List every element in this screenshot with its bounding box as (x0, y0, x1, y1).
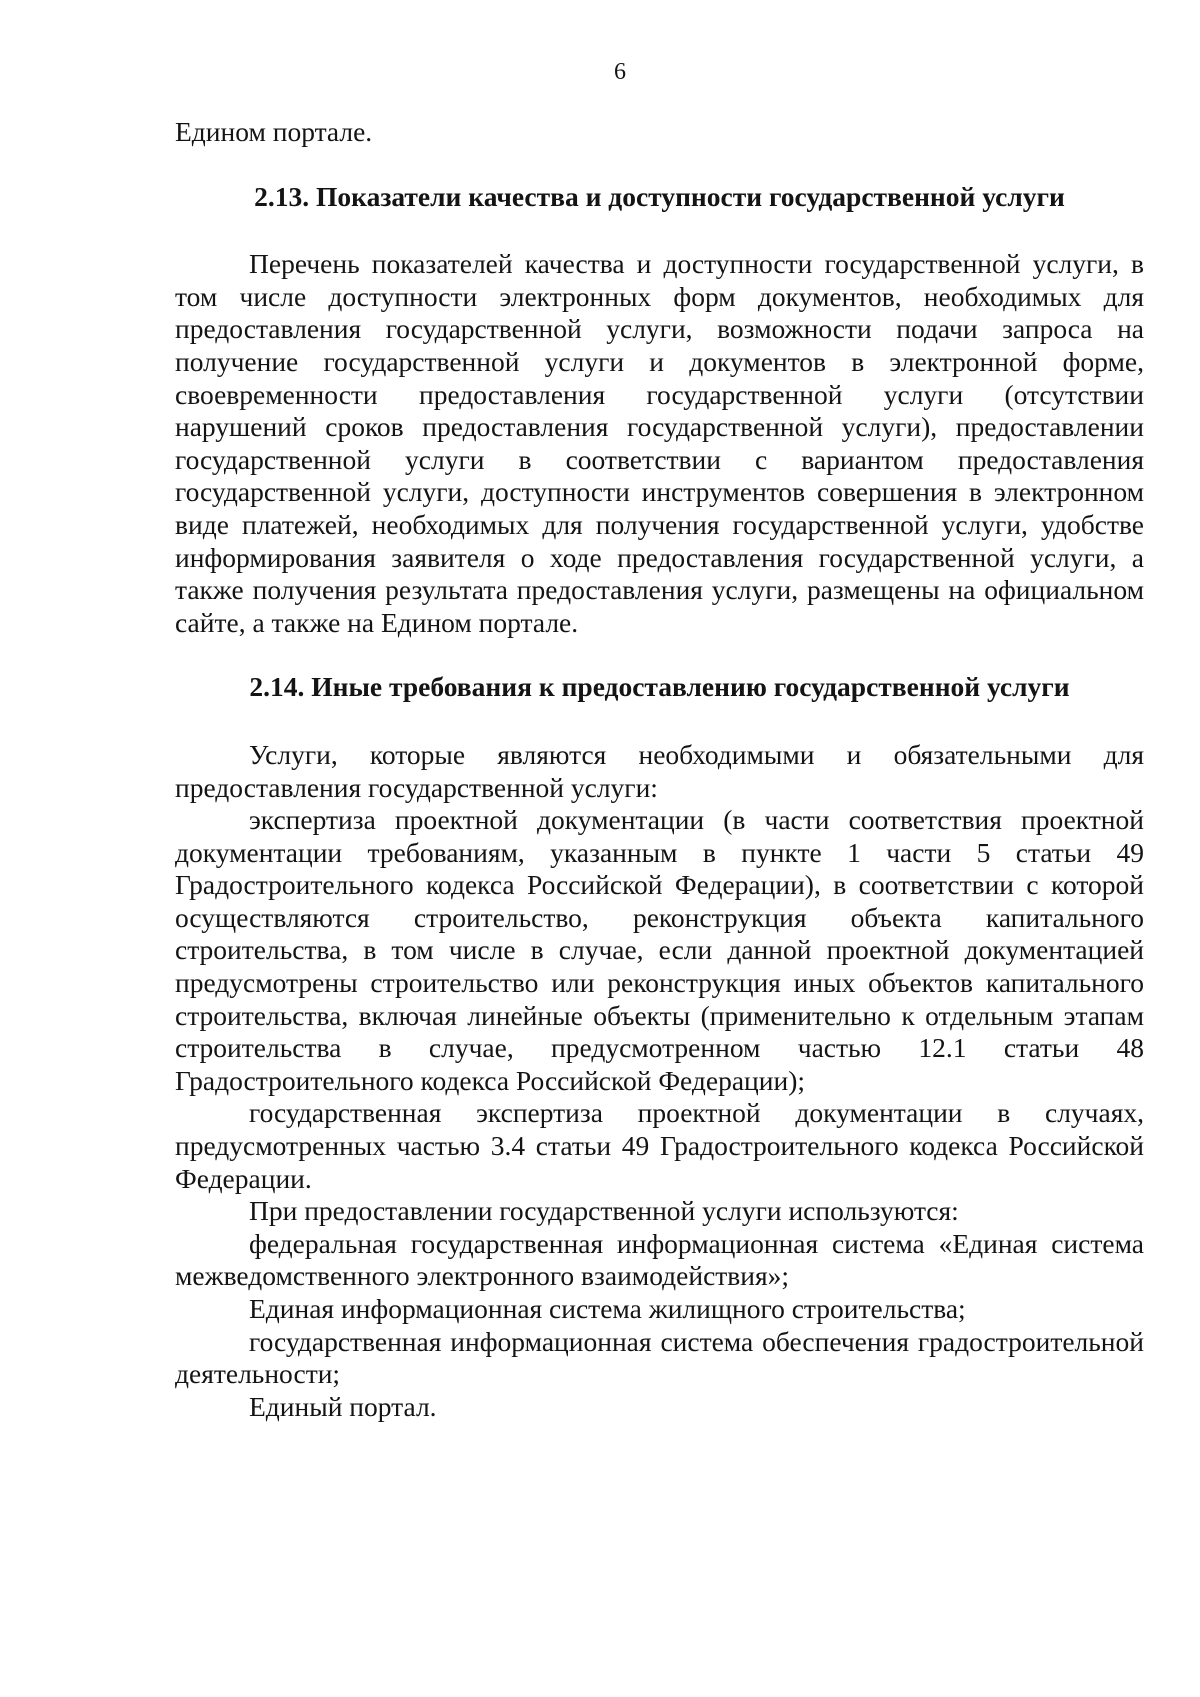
section-2-13-paragraph: Перечень показателей качества и доступности государственной услуги, в том числе доступности электронных форм документов, необходимых для предоставления государственной услуги, возможности подачи запроса на получение государственной услуги и документов в электронной форме, своевременности предоставления государственной услуги (отсутствии нарушений сроков предоставления государственной услуги), предоставлении государственной услуги в соответствии с вариантом предоставления государственной услуги, доступности инструментов совершения в электронном виде платежей, необходимых для получения государственной услуги, удобстве информирования заявителя о ходе предоставления государственной услуги, а также получения результата предоставления услуги, размещены на официальном сайте, а также на Едином портале. (175, 248, 1144, 638)
section-2-14-paragraph: государственная информационная система обеспечения градостроительной деятельности; (175, 1325, 1144, 1390)
section-2-14-paragraph: федеральная государственная информационная система «Единая система межведомственного электронного взаимодействия»; (175, 1227, 1144, 1292)
section-2-14-paragraph: государственная экспертиза проектной документации в случаях, предусмотренных частью 3.4 статьи 49 Градостроительного кодекса Российской Федерации. (175, 1097, 1144, 1194)
section-heading-2-13: 2.13. Показатели качества и доступности государственной услуги (254, 180, 1065, 212)
section-2-14-paragraph: Услуги, которые являются необходимыми и обязательными для предоставления государственной услуги: (175, 738, 1144, 803)
section-2-14-paragraph: Единая информационная система жилищного строительства; (249, 1293, 966, 1324)
continuation-text: Едином портале. (175, 116, 373, 147)
document-body (175, 116, 1144, 1423)
section-2-14-paragraph: Единый портал. (249, 1390, 437, 1422)
section-2-14-paragraph: экспертиза проектной документации (в части соответствия проектной документации требованиям, указанным в пункте 1 части 5 статьи 49 Градостроительного кодекса Российской Федерации), в соответствии с которой осуществляются строительство, реконструкция объекта капитального строительства, в том числе в случае, если данной проектной документацией предусмотрены строительство или реконструкция иных объектов капитального строительства, включая линейные объекты (применительно к отдельным этапам строительства в случае, предусмотренном частью 12.1 статьи 48 Градостроительного кодекса Российской Федерации); (175, 804, 1144, 1096)
section-heading-2-14: 2.14. Иные требования к предоставлению государственной услуги (249, 671, 1070, 703)
page-number: 6 (614, 59, 626, 85)
section-2-14-paragraph: При предоставлении государственной услуги используются: (249, 1195, 959, 1227)
